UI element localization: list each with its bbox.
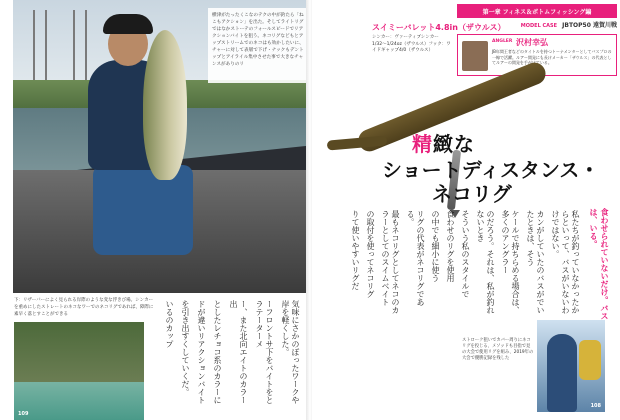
angler-portrait	[462, 41, 488, 71]
text-column: ドが違いリアクションバイト	[197, 300, 206, 404]
right-page	[312, 0, 620, 420]
lure-name: スイミーバレット4.8in（ザウルス）	[372, 23, 506, 32]
text-column: 気味にさかのぼったワークや岸を軽くした。	[281, 300, 300, 404]
text-column: 食わせのリグを使用	[446, 210, 455, 282]
trophy	[579, 340, 601, 380]
photo-caption: 横津がたったくこなのテクの中が釣たら「ねこもアクション」を出た。そしてライトリグではなかストーテのフォールスピードでリアクションバイトを狙う。ネコリグなどもとアップストリームでのネコはも効かしたいに、チャーに対して表層で下げ・ナックもデントップとアイライル集中させた事で大きなチャンスがありのリ	[208, 8, 308, 83]
left-body-text	[150, 300, 300, 410]
text-column: りて使いやすいリグだ	[351, 210, 360, 290]
text-column: カンがしていたのバスがでいたときは、そう	[526, 210, 545, 314]
power-pylon	[73, 10, 87, 90]
angler-figure	[547, 334, 577, 412]
model-case-label: MODEL CASE	[520, 23, 558, 29]
page-number: 108	[590, 403, 601, 409]
text-column: ーフロントサ下をバイトをとラテーターメ	[255, 300, 274, 404]
text-column: いるのカップ	[165, 300, 174, 348]
text-column: 私たちが釣っていなかったからといって、バスがいないわけではない。	[551, 210, 580, 314]
angler-legs	[93, 165, 193, 255]
lead-text: 食わせられていないだけ。バスは、いる。	[589, 208, 609, 320]
page-number: 109	[18, 411, 29, 417]
main-photo	[13, 0, 308, 293]
bass-fish	[143, 30, 187, 180]
lower-photo	[14, 322, 144, 420]
text-column: を引き出すくしていくだ。	[181, 300, 190, 396]
lower-caption: 下：リザーバーによく見られる岸際のような変な浮きび場。シンカーを重めにしたストレートのネコなワーでのネコリグであれば、障際に素早く落とすことができる	[14, 298, 154, 317]
text-column: の取付を使ってネコリグ	[366, 210, 375, 298]
angler-name: 沢村幸弘	[516, 38, 548, 47]
model-case-text: JBTOP50 遠賀川戦	[562, 22, 617, 29]
headline-text: 緻な	[433, 132, 475, 156]
angler-cap	[103, 14, 153, 34]
angler-tag: ANGLER	[492, 39, 513, 44]
text-column: ー、また北向エイトのカラー出	[229, 300, 248, 404]
angler-bio: JB年間王者などのタイトルを持つトーナメンターとしてバスプロの一線で活躍。ルアー開発にも長けメーカー「ザウルス」の代表としてルアーの開発を手がけている。	[492, 49, 612, 65]
text-column: ケールで持ちらめる場合は、多くのアングラー	[501, 210, 520, 314]
text-column: そういう私のスタイルで	[461, 210, 470, 298]
text-column: の中でも細小に使う	[431, 210, 440, 282]
reservoir-water	[14, 382, 144, 420]
headline-line-3: ネコリグ	[432, 182, 512, 206]
text-column: リグの代表がネコリグである。	[406, 210, 425, 306]
headline-line-1	[412, 128, 475, 157]
trophy-photo	[537, 320, 605, 412]
text-column: のだろう。それは、私が釣れないとき	[476, 210, 495, 314]
headline-accent: 精	[412, 132, 433, 156]
headline-line-2: ショートディスタンス・	[382, 158, 600, 182]
lure-spec: シンカー：ヴァーティブシンカー1/32〜1/24oz（ザウルス）フック：ワイドギャップ4/0（ザウルス）	[372, 35, 451, 53]
text-column: としたレチョコ系のカラーに	[213, 300, 222, 404]
series-tag: 第一章 フィネス＆ボトムフィッシング編	[457, 4, 617, 18]
text-column: 最もネコリグとしてネコのカラーとしてのスイムベイト	[381, 210, 400, 314]
rock-shore	[14, 322, 144, 382]
left-page	[0, 0, 308, 420]
right-photo-caption: ストローク狙いでカバー周りにネコリグを投じる、メソッドも目指で見の大会で使用リグを組み、2019年の大会で優勝記録を残した	[462, 338, 534, 361]
power-pylon	[33, 10, 47, 90]
